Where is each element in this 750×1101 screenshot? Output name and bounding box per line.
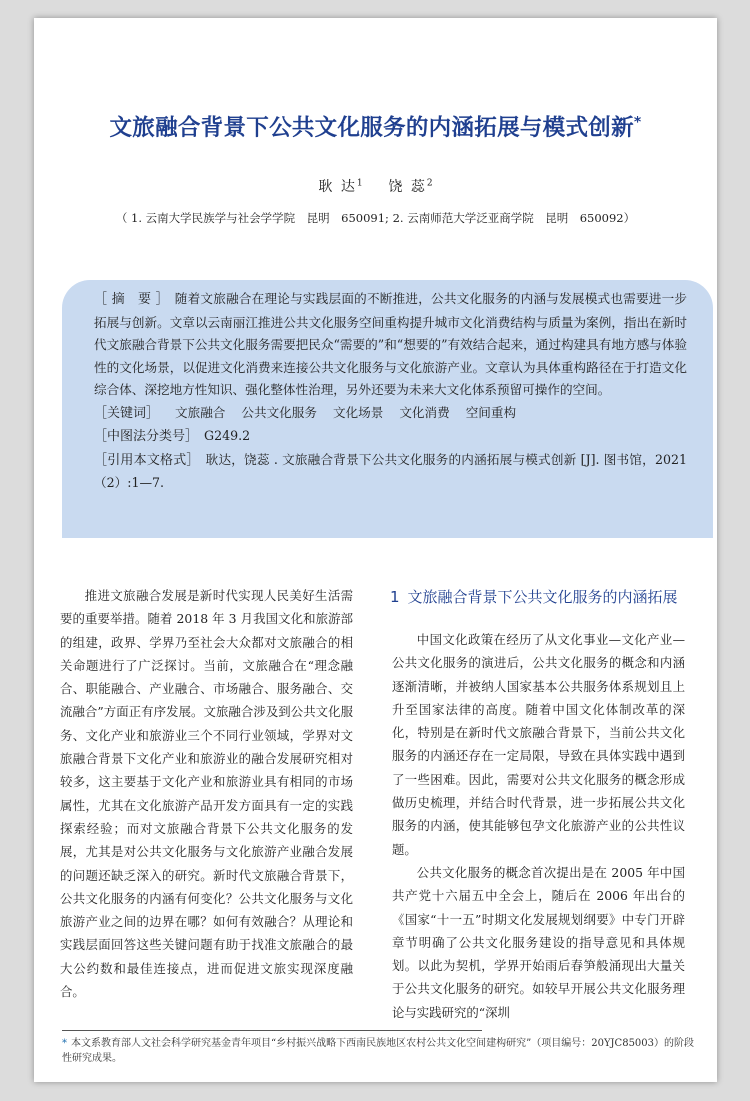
body-paragraph: 中国文化政策在经历了从文化事业—文化产业—公共文化服务的演进后，公共文化服务的概念和内涵逐渐清晰，并被纳人国家基本公共服务体系规划且上升至国家法律的高度。随着中国文化体制改革的深化，特别是在新时代文旅融合背景下，当前公共文化服务的内涵还存在一定局限，导致在具体实践中遇到了一些困难。因此，需要对公共文化服务的概念形成做历史梳理，并结合时代背景，进一步拓展公共文化服务的内涵，使其能够包孕文化旅游产业的公共性议题。 xyxy=(392,632,685,857)
abstract-box xyxy=(62,280,713,538)
body-paragraph: 公共文化服务的概念首次提出是在 2005 年中国共产党十六届五中全会上，随后在 2006 年出台的《国家“十一五”时期文化发展规划纲要》中专门开辟章节明确了公共文化服务建设的指导意见和具体规划。以此为契机，学界开始雨后春笋般涌现出大量关于公共文化服务的研究。如较早开展公共文化服务理论与实践研究的“深圳 xyxy=(392,864,685,1020)
right-column xyxy=(392,628,685,1024)
footnote-mark: * xyxy=(62,1038,67,1049)
clc-label: ［中图法分类号］ xyxy=(94,429,199,444)
left-column xyxy=(60,584,353,1003)
author-name: 饶 蕊 xyxy=(388,179,427,195)
title-text: 文旅融合背景下公共文化服务的内涵拓展与模式创新 xyxy=(109,115,634,141)
abstract-text: 随着文旅融合在理论与实践层面的不断推进，公共文化服务的内涵与发展模式也需要进一步拓展与创新。文章以云南丽江推进公共文化服务空间重构提升城市文化消费结构与质量为案例，指出在新时代文旅融合背景下公共文化服务需要把民众“需要的”和“想要的”有效结合起来，通过构建具有地方感与体验性的文化场景，以促进文化消费来连接公共文化服务与文化旅游产业。文章认为具体重构路径在于打造文化综合体、深挖地方性知识、强化整体性治理，另外还要为未来大文化体系预留可操作的空间。 xyxy=(94,291,688,397)
footnote xyxy=(62,1036,702,1066)
abstract-label: ［ 摘 要 ］ xyxy=(94,292,169,307)
abstract-content xyxy=(94,288,687,495)
keyword: 文旅融合 xyxy=(175,404,226,420)
article-title xyxy=(34,110,717,142)
author-affil-mark: 1 xyxy=(356,178,363,189)
section-title: 文旅融合背景下公共文化服务的内涵拓展 xyxy=(407,588,678,606)
citation-label: ［引用本文格式］ xyxy=(94,452,200,468)
footnote-divider xyxy=(62,1030,482,1031)
author-line xyxy=(34,176,717,196)
journal-page xyxy=(34,18,717,1082)
keyword: 空间重构 xyxy=(465,404,517,420)
clc-line xyxy=(94,425,687,449)
affiliations: （ 1. 云南大学民族学与社会学学院 昆明 650091; 2. 云南师范大学泛亚商学院 昆明 650092） xyxy=(115,211,636,225)
section-heading xyxy=(390,586,710,607)
keyword: 文化消费 xyxy=(399,404,450,420)
keyword: 文化场景 xyxy=(332,404,384,420)
footnote-text: 本文系教育部人文社会科学研究基金青年项目“乡村振兴战略下西南民族地区农村公共文化空间建构研究”（项目编号：20YJC85003）的阶段性研究成果。 xyxy=(62,1038,695,1064)
section-number: 1 xyxy=(390,588,400,606)
author-affil-mark: 2 xyxy=(426,178,433,189)
author-name: 耿 达 xyxy=(318,179,357,195)
title-footnote-mark: * xyxy=(633,114,642,131)
citation-text: 耿达，饶蕊 . 文旅融合背景下公共文化服务的内涵拓展与模式创新 [J]. 图书馆，2021（2）:1—7. xyxy=(94,451,687,490)
clc-code: G249.2 xyxy=(204,428,251,443)
keywords-label: ［关键词］ xyxy=(94,405,160,421)
keyword: 公共文化服务 xyxy=(241,404,317,420)
citation-line xyxy=(94,449,687,495)
keywords-line xyxy=(94,402,687,426)
body-paragraph: 推进文旅融合发展是新时代实现人民美好生活需要的重要举措。随着 2018 年 3 月我国文化和旅游部的组建，政界、学界乃至社会大众都对文旅融合的相关命题进行了广泛探讨。当前，文旅融合在“理念融合、职能融合、产业融合、市场融合、服务融合、交流融合”方面正有序发展。文旅融合涉及到公共文化服务、文化产业和旅游业三个不同行业领域，学界对文旅融合背景下文化产业和旅游业的融合发展研究相对较多，这主要基于文化产业和旅游业具有相同的市场属性，尤其在文化旅游产品开发方面具有一定的实践探索经验；而对文旅融合背景下公共文化服务的发展，尤其是对公共文化服务与文化旅游产业融合发展的问题还缺乏深入的研究。新时代文旅融合背景下，公共文化服务的内涵有何变化？公共文化服务与文化旅游产业之间的边界在哪？如何有效融合？从理论和实践层面回答这些关键问题有助于找准文旅融合的最大公约数和最佳连接点，进而促进文旅实现深度融合。 xyxy=(60,588,353,1000)
abstract-paragraph xyxy=(94,288,687,402)
